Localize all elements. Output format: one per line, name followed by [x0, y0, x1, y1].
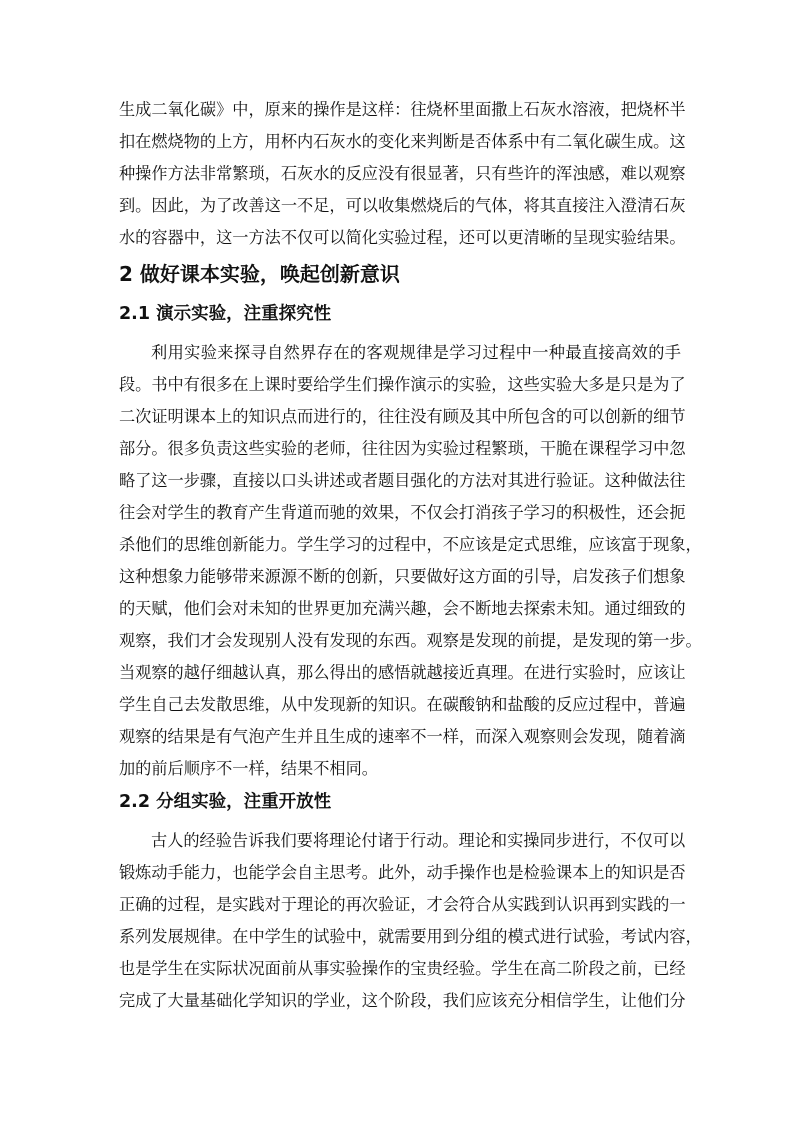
paragraph-line: 到。因此，为了改善这一不足，可以收集燃烧后的气体，将其直接注入澄清石灰 [119, 196, 686, 215]
paragraph-line: 往会对学生的教育产生背道而驰的效果，不仅会打消孩子学习的积极性，还会扼 [119, 503, 686, 522]
paragraph-line: 段。书中有很多在上课时要给学生们操作演示的实验，这些实验大多是只是为了 [119, 375, 686, 394]
paragraph-line: 水的容器中，这一方法不仅可以简化实验过程，还可以更清晰的呈现实验结果。 [119, 228, 686, 247]
paragraph-line: 生成二氧化碳》中，原来的操作是这样：往烧杯里面撒上石灰水溶液，把烧杯半 [119, 100, 686, 119]
paragraph-line: 观察的结果是有气泡产生并且生成的速率不一样，而深入观察则会发现，随着滴 [119, 727, 686, 746]
paragraph-line: 二次证明课本上的知识点而进行的，往往没有顾及其中所包含的可以创新的细节 [119, 407, 686, 426]
paragraph-line: 利用实验来探寻自然界存在的客观规律是学习过程中一种最直接高效的手 [151, 343, 681, 362]
paragraph-line: 略了这一步骤，直接以口头讲述或者题目强化的方法对其进行验证。这种做法往 [119, 471, 686, 490]
paragraph-line: 杀他们的思维创新能力。学生学习的过程中，不应该是定式思维，应该富于现象， [119, 535, 702, 554]
paragraph-line: 扣在燃烧物的上方，用杯内石灰水的变化来判断是否体系中有二氧化碳生成。这 [119, 132, 686, 151]
section-heading: 2 做好课本实验，唤起创新意识 [119, 262, 400, 286]
paragraph-line: 正确的过程，是实践对于理论的再次验证，才会符合从实践到认识再到实践的一 [119, 895, 686, 914]
subsection-heading: 2.2 分组实验，注重开放性 [119, 792, 332, 812]
paragraph-line: 这种想象力能够带来源源不断的创新，只要做好这方面的引导，启发孩子们想象 [119, 567, 686, 586]
paragraph-line: 当观察的越仔细越认真，那么得出的感悟就越接近真理。在进行实验时，应该让 [119, 663, 686, 682]
paragraph-line: 锻炼动手能力，也能学会自主思考。此外，动手操作也是检验课本上的知识是否 [119, 863, 686, 882]
paragraph-line: 学生自己去发散思维，从中发现新的知识。在碳酸钠和盐酸的反应过程中，普遍 [119, 695, 686, 714]
paragraph-line: 加的前后顺序不一样，结果不相同。 [119, 759, 378, 778]
paragraph-line: 古人的经验告诉我们要将理论付诸于行动。理论和实操同步进行，不仅可以 [151, 831, 686, 850]
paragraph-line: 种操作方法非常繁琐，石灰水的反应没有很显著，只有些许的浑浊感，难以观察 [119, 164, 686, 183]
paragraph-line: 部分。很多负责这些实验的老师，往往因为实验过程繁琐，干脆在课程学习中忽 [119, 439, 686, 458]
paragraph-line: 的天赋，他们会对未知的世界更加充满兴趣，会不断地去探索未知。通过细致的 [119, 599, 686, 618]
paragraph-line: 也是学生在实际状况面前从事实验操作的宝贵经验。学生在高二阶段之前，已经 [119, 959, 686, 978]
paragraph-line: 系列发展规律。在中学生的试验中，就需要用到分组的模式进行试验，考试内容， [119, 927, 702, 946]
subsection-heading: 2.1 演示实验，注重探究性 [119, 304, 332, 324]
paragraph-line: 观察，我们才会发现别人没有发现的东西。观察是发现的前提，是发现的第一步。 [119, 631, 702, 650]
paragraph-line: 完成了大量基础化学知识的学业，这个阶段，我们应该充分相信学生，让他们分 [119, 991, 686, 1010]
